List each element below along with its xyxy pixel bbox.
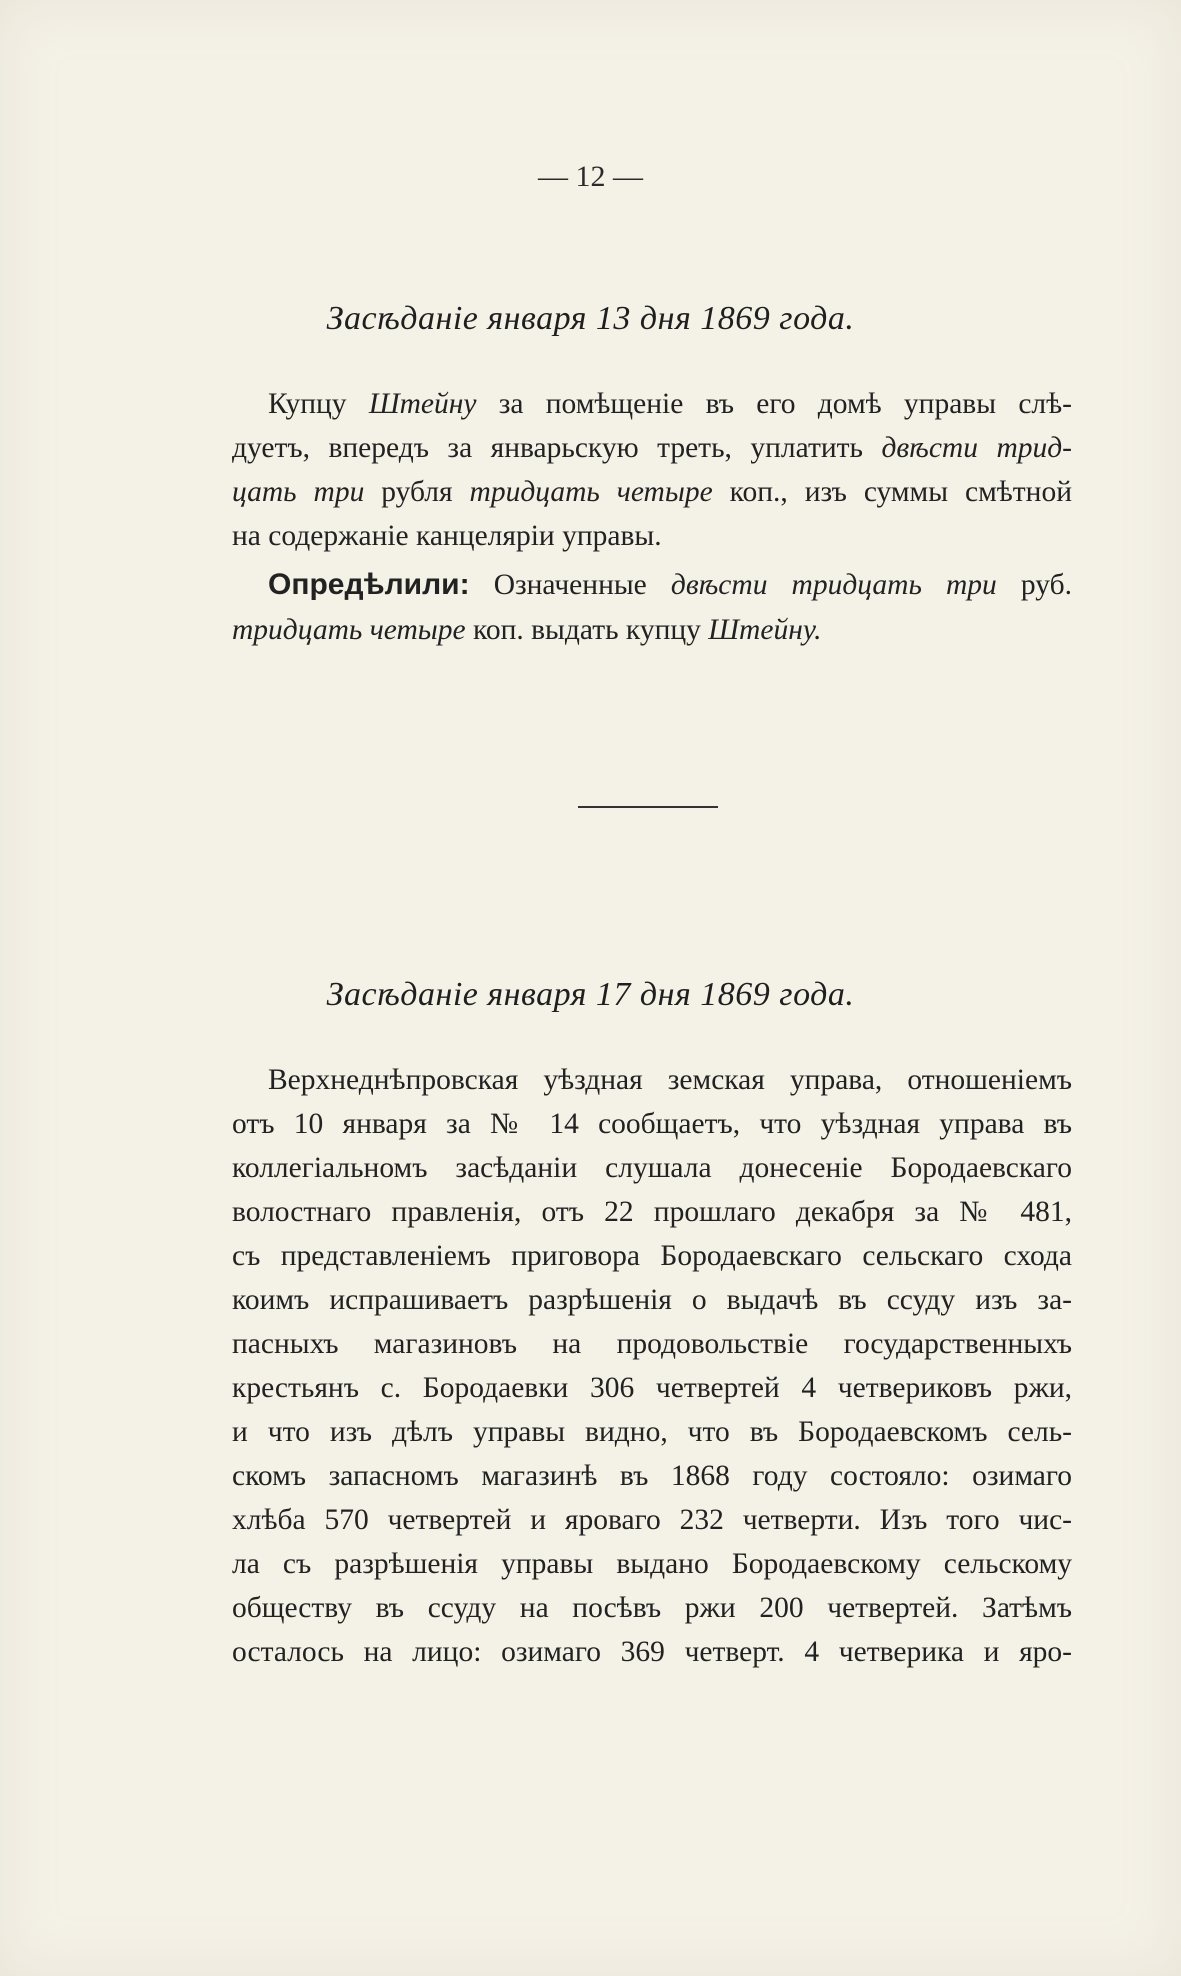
resolution-label: Опредѣлили: [268,568,470,601]
section2-line: пасныхъ магазиновъ на продовольствіе государственныхъ [232,1328,1072,1360]
section1-line-4 [232,520,1072,553]
text-segment: руб. [996,569,1073,601]
section-heading-2: Засѣданіе января 17 дня 1869 года. [326,976,855,1013]
section2-line: обществу въ ссуду на посѣвъ ржи 200 четвертей. Затѣмъ [232,1592,1072,1624]
text-segment-italic: Штейну [368,388,477,420]
section2-line: коллегіальномъ засѣданіи слушала донесеніе Бородаевскаго [232,1152,1072,1184]
bleed-through [220,248,1020,278]
text-segment-italic: двѣсти тридцать три [670,569,997,601]
text-segment: на содержаніе канцеляріи управы. [232,520,662,552]
section2-line: волостнаго правленія, отъ 22 прошлаго декабря за № 481, [232,1196,1072,1228]
section1-line-3 [232,476,1072,509]
section2-line: осталось на лицо: озимаго 369 четверт. 4 четверика и яро- [232,1636,1072,1668]
section2-line: коимъ испрашиваетъ разрѣшенія о выдачѣ въ ссуду изъ за- [232,1284,1072,1316]
text-segment-italic: Штейну. [708,614,822,646]
text-segment-italic: тридцать четыре [232,614,466,646]
section2-line: съ представленіемъ приговора Бородаевскаго сельскаго схода [232,1240,1072,1272]
text-segment-italic: двѣсти трид- [881,432,1072,464]
text-segment: дуетъ, впередъ за январьскую треть, уплатить [232,432,882,464]
section2-line: отъ 10 января за № 14 сообщаетъ, что уѣздная управа въ [232,1108,1072,1140]
section1-line-5 [268,568,1072,602]
section1-line-1 [268,388,1072,421]
section2-line: скомъ запасномъ магазинѣ въ 1868 году состояло: озимаго [232,1460,1072,1492]
text-segment: коп. выдать купцу [465,614,709,646]
section2-line: Верхнеднѣпровская уѣздная земская управа, отношеніемъ [268,1064,1072,1096]
section2-line: и что изъ дѣлъ управы видно, что въ Бородаевскомъ сель- [232,1416,1072,1448]
section1-line-6 [232,614,1072,647]
section2-line: крестьянъ с. Бородаевки 306 четвертей 4 четвериковъ ржи, [232,1372,1072,1404]
text-segment-italic: тридцать четыре [469,476,713,508]
section-heading-1: Засѣданіе января 13 дня 1869 года. [326,300,855,337]
text-segment: коп., изъ суммы смѣтной [712,476,1072,508]
text-segment: Купцу [268,388,369,420]
text-segment: Означенные [469,569,671,601]
text-segment: за помѣщеніе въ его домѣ управы слѣ- [476,388,1072,420]
text-segment: рубля [364,476,470,508]
section2-line: ла съ разрѣшенія управы выдано Бородаевскому сельскому [232,1548,1072,1580]
section-divider [578,806,718,808]
text-segment-italic: цать три [232,476,365,508]
section1-line-2 [232,432,1072,465]
section2-line: хлѣба 570 четвертей и яроваго 232 четверти. Изъ того чис- [232,1504,1072,1536]
page-number: — 12 — [538,160,643,193]
